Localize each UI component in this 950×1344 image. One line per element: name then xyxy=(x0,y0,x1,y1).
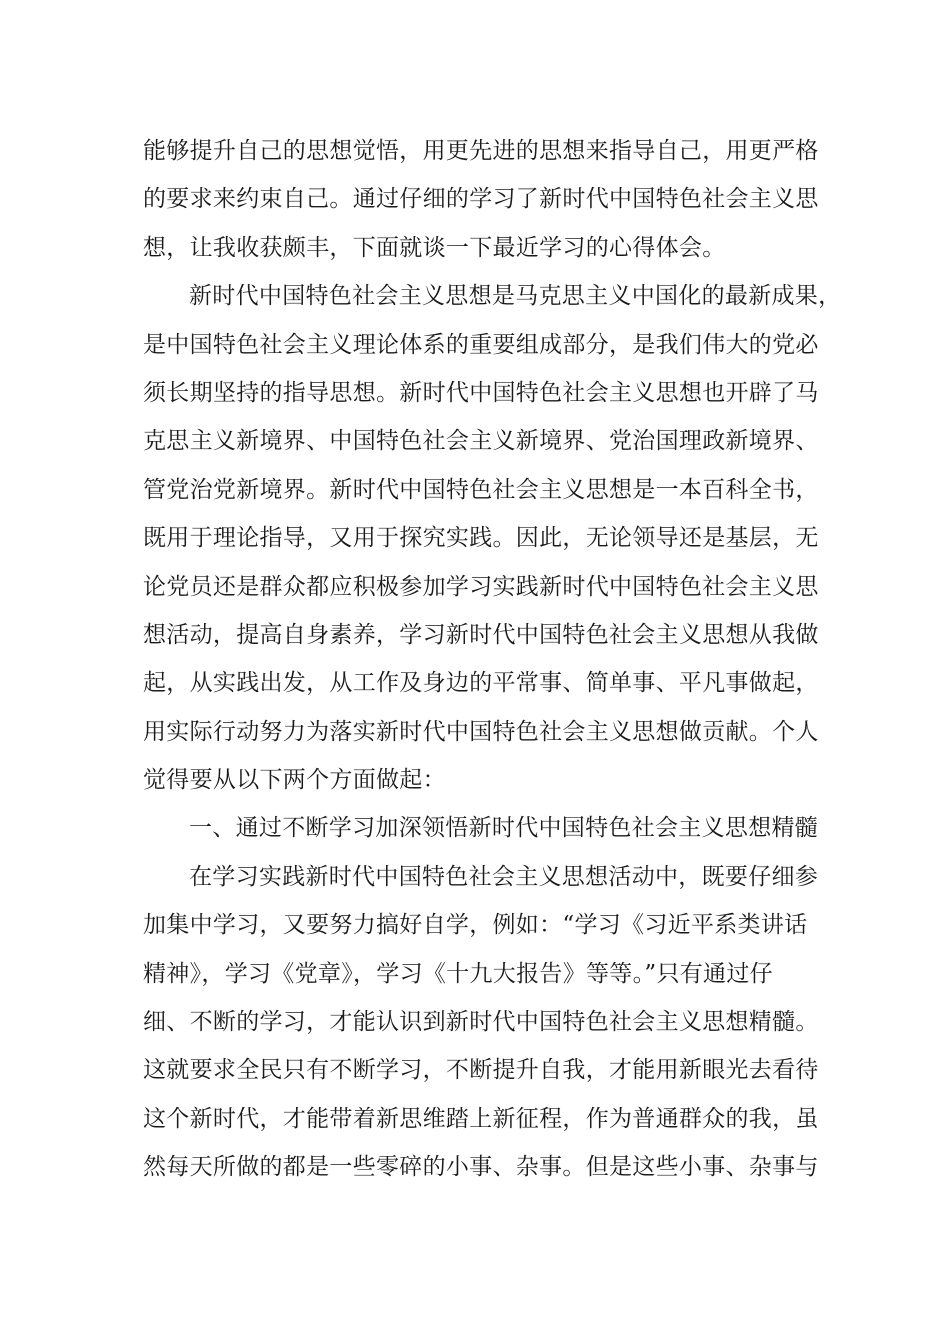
text-line: 这就要求全民只有不断学习，不断提升自我，才能用新眼光去看待 xyxy=(143,1057,819,1084)
paragraph-start-line: 新时代中国特色社会主义思想是马克思主义中国化的最新成果， xyxy=(189,283,842,310)
text-line: 想活动，提高自身素养，学习新时代中国特色社会主义思想从我做 xyxy=(143,621,819,648)
text-line: 加集中学习，又要努力搞好自学，例如：“学习《习近平系类讲话 xyxy=(143,912,808,939)
paragraph-start-line: 在学习实践新时代中国特色社会主义思想活动中，既要仔细参 xyxy=(189,863,819,890)
text-line: 想，让我收获颇丰，下面就谈一下最近学习的心得体会。 xyxy=(143,234,726,261)
text-line: 须长期坚持的指导思想。新时代中国特色社会主义思想也开辟了马 xyxy=(143,379,819,406)
body-text xyxy=(143,127,842,1192)
text-line: 既用于理论指导，又用于探究实践。因此，无论领导还是基层，无 xyxy=(143,525,819,552)
text-line: 觉得要从以下两个方面做起： xyxy=(143,767,446,794)
text-line: 是中国特色社会主义理论体系的重要组成部分，是我们伟大的党必 xyxy=(143,331,819,358)
text-line: 用实际行动努力为落实新时代中国特色社会主义思想做贡献。个人 xyxy=(143,718,819,745)
section-heading: 一、通过不断学习加深领悟新时代中国特色社会主义思想精髓 xyxy=(189,815,819,842)
text-line: 然每天所做的都是一些零碎的小事、杂事。但是这些小事、杂事与 xyxy=(143,1154,819,1181)
text-line: 克思主义新境界、中国特色社会主义新境界、党治国理政新境界、 xyxy=(143,428,819,455)
text-line: 管党治党新境界。新时代中国特色社会主义思想是一本百科全书， xyxy=(143,476,819,503)
text-line: 细、不断的学习，才能认识到新时代中国特色社会主义思想精髓。 xyxy=(143,1009,819,1036)
text-line: 这个新时代，才能带着新思维踏上新征程，作为普通群众的我，虽 xyxy=(143,1105,819,1132)
text-line: 的要求来约束自己。通过仔细的学习了新时代中国特色社会主义思 xyxy=(143,186,819,213)
text-line: 论党员还是群众都应积极参加学习实践新时代中国特色社会主义思 xyxy=(143,573,819,600)
text-line: 起，从实践出发，从工作及身边的平常事、简单事、平凡事做起， xyxy=(143,670,819,697)
text-line: 能够提升自己的思想觉悟，用更先进的思想来指导自己，用更严格 xyxy=(143,138,819,164)
text-line: 精神》，学习《党章》，学习《十九大报告》等等。”只有通过仔 xyxy=(143,960,773,987)
